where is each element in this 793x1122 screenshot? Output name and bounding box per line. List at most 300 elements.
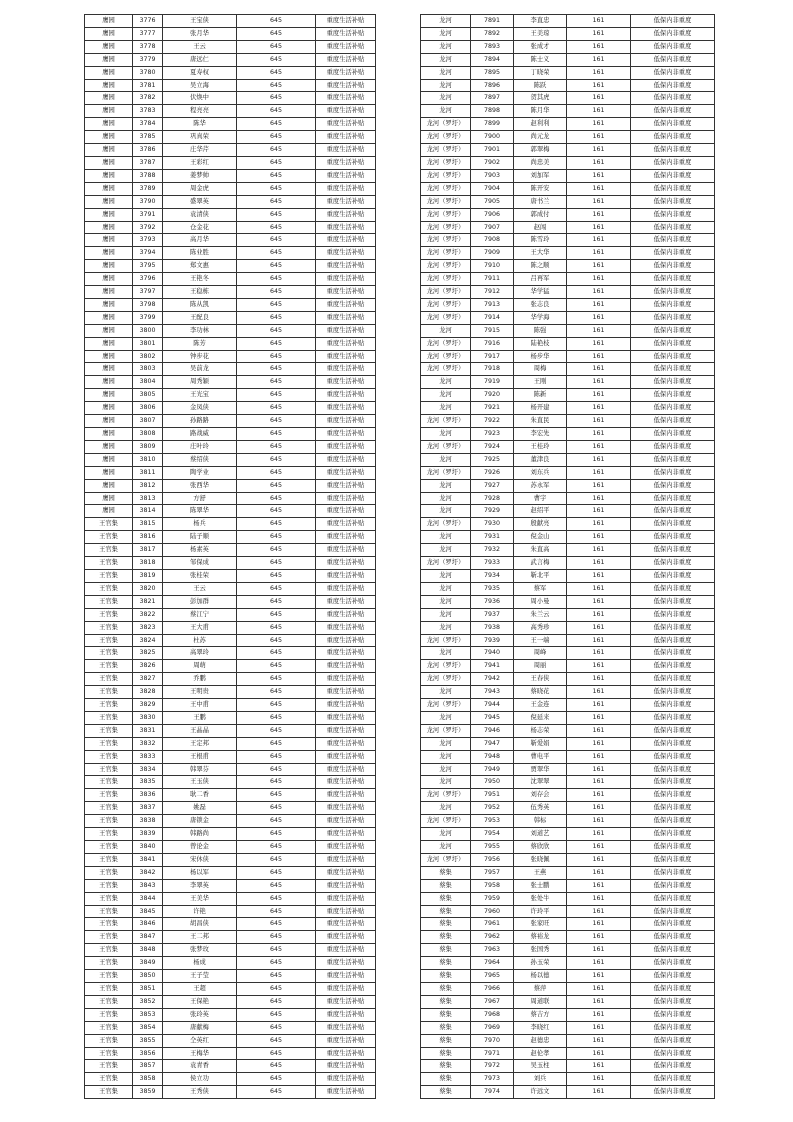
table-row	[85, 415, 376, 428]
subsidy-type-cell: 重度生活补贴	[316, 156, 376, 169]
serial-number-cell: 7923	[471, 428, 514, 441]
town-cell: 龙河	[421, 569, 471, 582]
name-cell: 姜梦帅	[163, 169, 237, 182]
name-cell: 王根甫	[163, 750, 237, 763]
table-row	[421, 608, 715, 621]
name-cell: 陈业胜	[163, 247, 237, 260]
subsidy-type-cell: 低保内非重度	[631, 1073, 715, 1086]
name-cell: 丁晓荣	[514, 66, 567, 79]
table-row	[421, 131, 715, 144]
town-cell: 龙河	[421, 479, 471, 492]
name-cell: 沈翠翠	[514, 776, 567, 789]
amount-cell: 161	[567, 79, 631, 92]
serial-number-cell: 3836	[133, 789, 163, 802]
table-row	[85, 711, 376, 724]
subsidy-type-cell: 重度生活补贴	[316, 866, 376, 879]
table-row	[85, 918, 376, 931]
subsidy-type-cell: 重度生活补贴	[316, 582, 376, 595]
subsidy-type-cell: 低保内非重度	[631, 582, 715, 595]
name-cell: 陆艳枝	[514, 337, 567, 350]
amount-cell: 645	[237, 737, 316, 750]
name-cell: 孙路路	[163, 415, 237, 428]
amount-cell: 645	[237, 944, 316, 957]
town-cell: 龙河	[421, 595, 471, 608]
amount-cell: 161	[567, 105, 631, 118]
serial-number-cell: 7939	[471, 634, 514, 647]
amount-cell: 645	[237, 853, 316, 866]
table-row	[421, 1034, 715, 1047]
serial-number-cell: 7971	[471, 1047, 514, 1060]
table-row	[85, 815, 376, 828]
town-cell: 王官集	[85, 634, 133, 647]
serial-number-cell: 3815	[133, 518, 163, 531]
name-cell: 李晓红	[514, 1021, 567, 1034]
table-row	[421, 195, 715, 208]
name-cell: 王定邦	[163, 737, 237, 750]
subsidy-type-cell: 重度生活补贴	[316, 273, 376, 286]
subsidy-type-cell: 低保内非重度	[631, 634, 715, 647]
name-cell: 王美琼	[514, 27, 567, 40]
name-cell: 陈开安	[514, 182, 567, 195]
table-row	[421, 970, 715, 983]
subsidy-type-cell: 重度生活补贴	[316, 92, 376, 105]
serial-number-cell: 3842	[133, 866, 163, 879]
subsidy-type-cell: 低保内非重度	[631, 66, 715, 79]
subsidy-type-cell: 重度生活补贴	[316, 505, 376, 518]
name-cell: 王艳冬	[163, 273, 237, 286]
subsidy-type-cell: 重度生活补贴	[316, 711, 376, 724]
serial-number-cell: 7974	[471, 1086, 514, 1099]
name-cell: 王彩红	[163, 156, 237, 169]
serial-number-cell: 7957	[471, 866, 514, 879]
subsidy-type-cell: 低保内非重度	[631, 428, 715, 441]
table-row	[85, 195, 376, 208]
town-cell: 龙河	[421, 53, 471, 66]
table-row	[421, 995, 715, 1008]
serial-number-cell: 3794	[133, 247, 163, 260]
serial-number-cell: 7929	[471, 505, 514, 518]
name-cell: 孙玉荣	[514, 957, 567, 970]
town-cell: 王官集	[85, 828, 133, 841]
subsidy-type-cell: 低保内非重度	[631, 1047, 715, 1060]
table-row	[85, 376, 376, 389]
town-cell: 蔡集	[421, 1086, 471, 1099]
serial-number-cell: 3809	[133, 440, 163, 453]
serial-number-cell: 3824	[133, 634, 163, 647]
table-row	[421, 724, 715, 737]
serial-number-cell: 7961	[471, 918, 514, 931]
town-cell: 龙河（罗圩）	[421, 221, 471, 234]
serial-number-cell: 7942	[471, 673, 514, 686]
town-cell: 龙河	[421, 750, 471, 763]
town-cell: 王官集	[85, 711, 133, 724]
town-cell: 王官集	[85, 982, 133, 995]
table-row	[421, 273, 715, 286]
town-cell: 鹰园	[85, 479, 133, 492]
town-cell: 龙河	[421, 544, 471, 557]
town-cell: 鹰园	[85, 466, 133, 479]
subsidy-type-cell: 低保内非重度	[631, 79, 715, 92]
amount-cell: 645	[237, 1021, 316, 1034]
amount-cell: 161	[567, 1060, 631, 1073]
table-row	[85, 892, 376, 905]
town-cell: 鹰园	[85, 363, 133, 376]
subsidy-type-cell: 低保内非重度	[631, 156, 715, 169]
town-cell: 王官集	[85, 879, 133, 892]
table-row	[85, 673, 376, 686]
table-row	[421, 789, 715, 802]
subsidy-type-cell: 低保内非重度	[631, 518, 715, 531]
amount-cell: 645	[237, 453, 316, 466]
name-cell: 盛翠英	[163, 195, 237, 208]
subsidy-type-cell: 低保内非重度	[631, 673, 715, 686]
amount-cell: 645	[237, 995, 316, 1008]
amount-cell: 161	[567, 298, 631, 311]
town-cell: 龙河（罗圩）	[421, 311, 471, 324]
amount-cell: 645	[237, 711, 316, 724]
table-row	[85, 389, 376, 402]
amount-cell: 161	[567, 853, 631, 866]
serial-number-cell: 3835	[133, 776, 163, 789]
town-cell: 王官集	[85, 557, 133, 570]
name-cell: 邹保成	[163, 557, 237, 570]
amount-cell: 645	[237, 1060, 316, 1073]
subsidy-type-cell: 低保内非重度	[631, 402, 715, 415]
table-row	[421, 27, 715, 40]
amount-cell: 161	[567, 634, 631, 647]
subsidy-type-cell: 低保内非重度	[631, 169, 715, 182]
amount-cell: 645	[237, 673, 316, 686]
serial-number-cell: 7928	[471, 492, 514, 505]
name-cell: 陈跃	[514, 79, 567, 92]
serial-number-cell: 7897	[471, 92, 514, 105]
town-cell: 龙河	[421, 376, 471, 389]
serial-number-cell: 3827	[133, 673, 163, 686]
serial-number-cell: 3795	[133, 260, 163, 273]
subsidy-type-cell: 低保内非重度	[631, 1060, 715, 1073]
town-cell: 鹰园	[85, 79, 133, 92]
town-cell: 王官集	[85, 815, 133, 828]
town-cell: 龙河	[421, 763, 471, 776]
subsidy-type-cell: 低保内非重度	[631, 118, 715, 131]
serial-number-cell: 3838	[133, 815, 163, 828]
serial-number-cell: 7906	[471, 208, 514, 221]
town-cell: 王官集	[85, 518, 133, 531]
town-cell: 鹰园	[85, 505, 133, 518]
amount-cell: 161	[567, 892, 631, 905]
name-cell: 倪金山	[514, 531, 567, 544]
table-row	[85, 557, 376, 570]
serial-number-cell: 3780	[133, 66, 163, 79]
name-cell: 刘东兵	[514, 466, 567, 479]
amount-cell: 161	[567, 40, 631, 53]
amount-cell: 161	[567, 905, 631, 918]
subsidy-type-cell: 重度生活补贴	[316, 944, 376, 957]
serial-number-cell: 7905	[471, 195, 514, 208]
subsidy-type-cell: 重度生活补贴	[316, 208, 376, 221]
subsidy-type-cell: 低保内非重度	[631, 995, 715, 1008]
serial-number-cell: 3779	[133, 53, 163, 66]
serial-number-cell: 3834	[133, 763, 163, 776]
name-cell: 赵德忠	[514, 1034, 567, 1047]
subsidy-type-cell: 低保内非重度	[631, 311, 715, 324]
town-cell: 鹰园	[85, 440, 133, 453]
subsidy-type-cell: 重度生活补贴	[316, 1034, 376, 1047]
town-cell: 龙河	[421, 686, 471, 699]
serial-number-cell: 7952	[471, 802, 514, 815]
subsidy-type-cell: 低保内非重度	[631, 298, 715, 311]
serial-number-cell: 7946	[471, 724, 514, 737]
town-cell: 王官集	[85, 957, 133, 970]
town-cell: 鹰园	[85, 337, 133, 350]
table-row	[85, 144, 376, 157]
subsidy-type-cell: 重度生活补贴	[316, 169, 376, 182]
table-row	[85, 27, 376, 40]
table-row	[85, 118, 376, 131]
town-cell: 鹰园	[85, 376, 133, 389]
town-cell: 鹰园	[85, 182, 133, 195]
amount-cell: 161	[567, 27, 631, 40]
table-row	[421, 776, 715, 789]
name-cell: 王明贵	[163, 686, 237, 699]
table-row	[85, 737, 376, 750]
subsidy-type-cell: 重度生活补贴	[316, 750, 376, 763]
amount-cell: 645	[237, 531, 316, 544]
town-cell: 鹰园	[85, 453, 133, 466]
town-cell: 鹰园	[85, 286, 133, 299]
subsidy-type-cell: 重度生活补贴	[316, 905, 376, 918]
table-row	[85, 492, 376, 505]
table-row	[421, 750, 715, 763]
name-cell: 蔡裕龙	[514, 931, 567, 944]
name-cell: 王梅华	[163, 1047, 237, 1060]
amount-cell: 645	[237, 15, 316, 28]
subsidy-type-cell: 低保内非重度	[631, 453, 715, 466]
subsidy-type-cell: 重度生活补贴	[316, 776, 376, 789]
amount-cell: 161	[567, 931, 631, 944]
table-row	[421, 673, 715, 686]
name-cell: 陈华	[163, 118, 237, 131]
name-cell: 吴前龙	[163, 363, 237, 376]
serial-number-cell: 3857	[133, 1060, 163, 1073]
serial-number-cell: 3821	[133, 595, 163, 608]
name-cell: 杨以德	[514, 970, 567, 983]
name-cell: 张家旺	[514, 918, 567, 931]
town-cell: 龙河	[421, 776, 471, 789]
name-cell: 唐远仁	[163, 53, 237, 66]
name-cell: 郭成付	[514, 208, 567, 221]
amount-cell: 161	[567, 544, 631, 557]
amount-cell: 161	[567, 673, 631, 686]
serial-number-cell: 7968	[471, 1008, 514, 1021]
town-cell: 鹰园	[85, 92, 133, 105]
town-cell: 龙河（罗圩）	[421, 724, 471, 737]
amount-cell: 161	[567, 415, 631, 428]
town-cell: 龙河（罗圩）	[421, 673, 471, 686]
serial-number-cell: 7924	[471, 440, 514, 453]
town-cell: 蔡集	[421, 905, 471, 918]
name-cell: 赵利利	[514, 118, 567, 131]
table-row	[85, 402, 376, 415]
name-cell: 陶学业	[163, 466, 237, 479]
subsidy-type-cell: 低保内非重度	[631, 1008, 715, 1021]
amount-cell: 645	[237, 40, 316, 53]
serial-number-cell: 7938	[471, 621, 514, 634]
amount-cell: 161	[567, 763, 631, 776]
name-cell: 杨素英	[163, 544, 237, 557]
town-cell: 龙河（罗圩）	[421, 415, 471, 428]
town-cell: 龙河	[421, 27, 471, 40]
subsidy-type-cell: 重度生活补贴	[316, 853, 376, 866]
amount-cell: 645	[237, 582, 316, 595]
name-cell: 赵伦孝	[514, 1047, 567, 1060]
serial-number-cell: 7934	[471, 569, 514, 582]
town-cell: 王官集	[85, 660, 133, 673]
town-cell: 王官集	[85, 944, 133, 957]
amount-cell: 161	[567, 918, 631, 931]
serial-number-cell: 3813	[133, 492, 163, 505]
table-row	[421, 1008, 715, 1021]
name-cell: 王云	[163, 40, 237, 53]
amount-cell: 161	[567, 608, 631, 621]
table-row	[421, 350, 715, 363]
name-cell: 周秀颖	[163, 376, 237, 389]
subsidy-type-cell: 重度生活补贴	[316, 686, 376, 699]
subsidy-type-cell: 重度生活补贴	[316, 247, 376, 260]
table-row	[85, 92, 376, 105]
name-cell: 彭加群	[163, 595, 237, 608]
subsidy-type-cell: 低保内非重度	[631, 105, 715, 118]
town-cell: 龙河	[421, 66, 471, 79]
subsidy-type-cell: 重度生活补贴	[316, 286, 376, 299]
name-cell: 金凤侠	[163, 402, 237, 415]
subsidy-type-cell: 低保内非重度	[631, 737, 715, 750]
amount-cell: 645	[237, 699, 316, 712]
town-cell: 龙河（罗圩）	[421, 131, 471, 144]
subsidy-type-cell: 重度生活补贴	[316, 802, 376, 815]
amount-cell: 161	[567, 518, 631, 531]
subsidy-type-cell: 低保内非重度	[631, 53, 715, 66]
table-row	[421, 144, 715, 157]
serial-number-cell: 3817	[133, 544, 163, 557]
town-cell: 王官集	[85, 789, 133, 802]
serial-number-cell: 3816	[133, 531, 163, 544]
table-row	[85, 595, 376, 608]
amount-cell: 645	[237, 931, 316, 944]
serial-number-cell: 7948	[471, 750, 514, 763]
town-cell: 鹰园	[85, 492, 133, 505]
amount-cell: 645	[237, 634, 316, 647]
serial-number-cell: 7949	[471, 763, 514, 776]
subsidy-type-cell: 重度生活补贴	[316, 660, 376, 673]
serial-number-cell: 7966	[471, 982, 514, 995]
town-cell: 王官集	[85, 544, 133, 557]
subsidy-type-cell: 低保内非重度	[631, 660, 715, 673]
town-cell: 王官集	[85, 737, 133, 750]
table-row	[421, 466, 715, 479]
amount-cell: 645	[237, 660, 316, 673]
serial-number-cell: 3786	[133, 144, 163, 157]
subsidy-type-cell: 低保内非重度	[631, 866, 715, 879]
amount-cell: 645	[237, 492, 316, 505]
table-row	[85, 440, 376, 453]
name-cell: 曾论金	[163, 841, 237, 854]
table-row	[421, 982, 715, 995]
serial-number-cell: 3847	[133, 931, 163, 944]
amount-cell: 161	[567, 982, 631, 995]
serial-number-cell: 7970	[471, 1034, 514, 1047]
town-cell: 鹰园	[85, 208, 133, 221]
town-cell: 龙河	[421, 505, 471, 518]
amount-cell: 161	[567, 957, 631, 970]
name-cell: 庄叶玲	[163, 440, 237, 453]
town-cell: 王官集	[85, 750, 133, 763]
amount-cell: 161	[567, 466, 631, 479]
table-row	[85, 40, 376, 53]
amount-cell: 645	[237, 905, 316, 918]
subsidy-type-cell: 低保内非重度	[631, 544, 715, 557]
table-row	[85, 479, 376, 492]
table-row	[421, 66, 715, 79]
table-row	[421, 234, 715, 247]
amount-cell: 161	[567, 557, 631, 570]
table-row	[421, 324, 715, 337]
amount-cell: 645	[237, 440, 316, 453]
serial-number-cell: 7941	[471, 660, 514, 673]
serial-number-cell: 7963	[471, 944, 514, 957]
subsidy-type-cell: 低保内非重度	[631, 557, 715, 570]
table-row	[421, 505, 715, 518]
subsidy-type-cell: 低保内非重度	[631, 479, 715, 492]
town-cell: 龙河（罗圩）	[421, 518, 471, 531]
amount-cell: 645	[237, 918, 316, 931]
amount-cell: 161	[567, 66, 631, 79]
serial-number-cell: 3800	[133, 324, 163, 337]
table-row	[85, 79, 376, 92]
serial-number-cell: 3808	[133, 428, 163, 441]
table-row	[421, 221, 715, 234]
table-row	[421, 118, 715, 131]
serial-number-cell: 7965	[471, 970, 514, 983]
amount-cell: 645	[237, 27, 316, 40]
name-cell: 蔡欣欣	[514, 841, 567, 854]
table-row	[85, 466, 376, 479]
name-cell: 陈雪玲	[514, 234, 567, 247]
table-row	[85, 970, 376, 983]
subsidy-type-cell: 重度生活补贴	[316, 1086, 376, 1099]
amount-cell: 645	[237, 208, 316, 221]
serial-number-cell: 7932	[471, 544, 514, 557]
subsidy-type-cell: 重度生活补贴	[316, 1021, 376, 1034]
amount-cell: 161	[567, 776, 631, 789]
subsidy-type-cell: 低保内非重度	[631, 363, 715, 376]
name-cell: 朱直高	[514, 544, 567, 557]
town-cell: 龙河（罗圩）	[421, 634, 471, 647]
serial-number-cell: 3799	[133, 311, 163, 324]
table-row	[421, 1060, 715, 1073]
subsidy-type-cell: 低保内非重度	[631, 260, 715, 273]
name-cell: 华学猛	[514, 286, 567, 299]
table-row	[85, 428, 376, 441]
table-row	[421, 853, 715, 866]
subsidy-type-cell: 低保内非重度	[631, 324, 715, 337]
subsidy-type-cell: 低保内非重度	[631, 595, 715, 608]
serial-number-cell: 3854	[133, 1021, 163, 1034]
town-cell: 王官集	[85, 1008, 133, 1021]
town-cell: 王官集	[85, 763, 133, 776]
table-row	[85, 324, 376, 337]
serial-number-cell: 3822	[133, 608, 163, 621]
